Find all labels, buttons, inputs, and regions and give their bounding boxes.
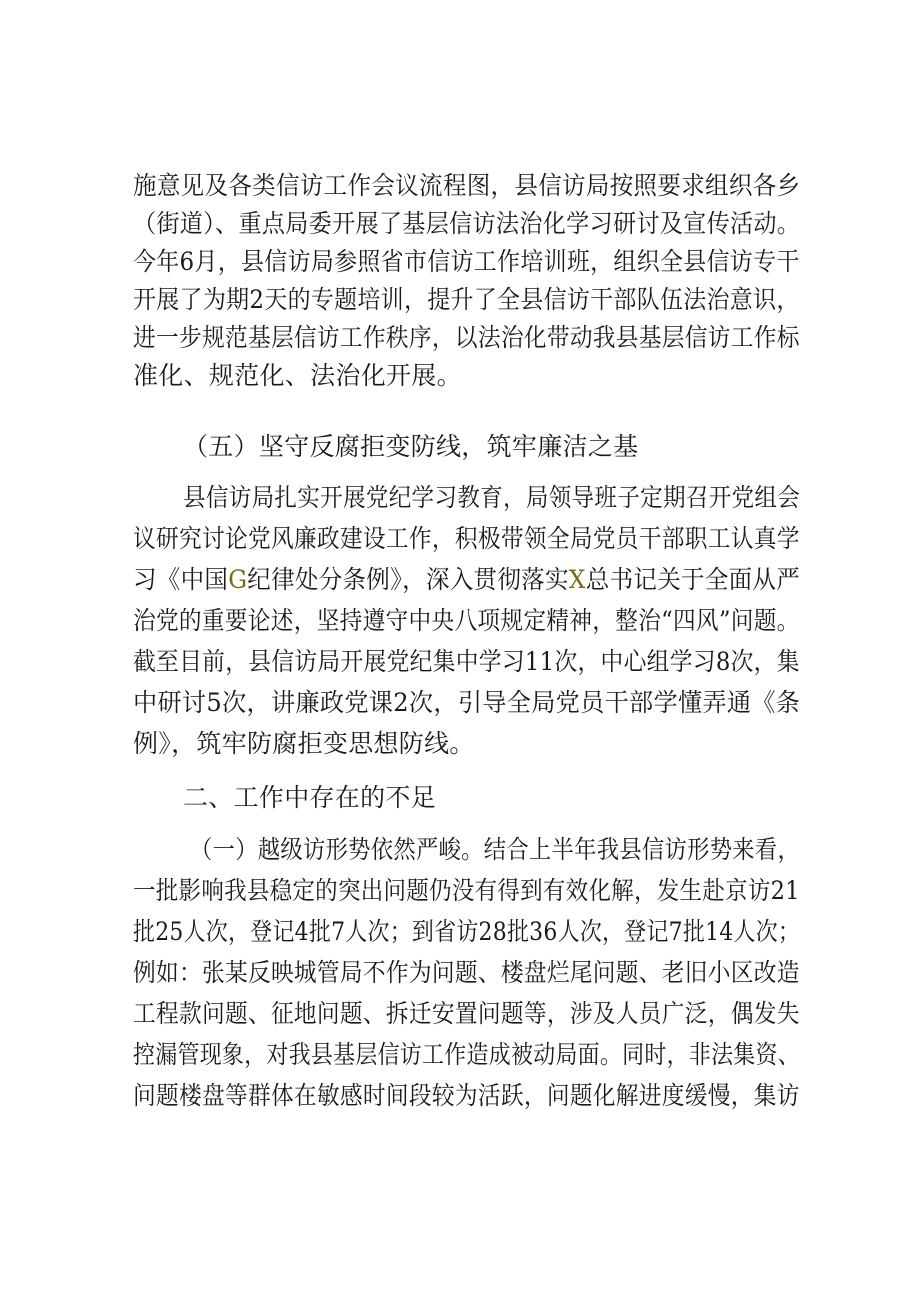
paragraph-1-line-3: 今年6月，县信访局参照省市信访工作培训班，组织全县信访专干	[133, 247, 800, 276]
redacted-letter-g: G	[228, 565, 248, 594]
paragraph-3-line-7: 问题楼盘等群体在敏感时间段较为活跃，问题化解进度缓慢，集访	[133, 1081, 800, 1110]
paragraph-1-line-5: 进一步规范基层信访工作秩序，以法治化带动我县基层信访工作标	[133, 323, 800, 352]
section-heading-5: （五）坚守反腐拒变防线，筑牢廉洁之基	[183, 432, 639, 461]
paragraph-2-line-3	[133, 567, 800, 592]
paragraph-3-line-3: 批25人次，登记4批7人次；到省访28批36人次，登记7批14人次；	[133, 917, 801, 946]
paragraph-1-line-6: 准化、规范化、法治化开展。	[133, 361, 462, 390]
section-2-heading: 二、工作中存在的不足	[183, 783, 437, 812]
paragraph-3-line-4: 例如：张某反映城管局不作为问题、楼盘烂尾问题、老旧小区改造	[133, 958, 800, 987]
paragraph-2-line-3-part-a: 习《中国	[133, 565, 229, 594]
paragraph-2-line-4: 治党的重要论述，坚持遵守中央八项规定精神，整治“四风”问题。	[133, 606, 800, 635]
redacted-letter-x: X	[568, 565, 586, 594]
paragraph-2-line-3-part-b: 纪律处分条例》，深入贯彻落实	[247, 565, 569, 594]
paragraph-2-line-7: 例》，筑牢防腐拒变思想防线。	[133, 729, 475, 758]
paragraph-2-line-1: 县信访局扎实开展党纪学习教育，局领导班子定期召开党组会	[183, 483, 801, 512]
paragraph-1-line-1: 施意见及各类信访工作会议流程图，县信访局按照要求组织各乡	[133, 171, 801, 200]
paragraph-3-line-1: （一）越级访形势依然严峻。结合上半年我县信访形势来看，	[190, 835, 801, 864]
paragraph-3-line-5: 工程款问题、征地问题、拆迁安置问题等，涉及人员广泛，偶发失	[133, 999, 800, 1028]
paragraph-3-line-2: 一批影响我县稳定的突出问题仍没有得到有效化解，发生赴京访21	[133, 876, 800, 905]
paragraph-3-line-6: 控漏管现象，对我县基层信访工作造成被动局面。同时，非法集资、	[133, 1040, 801, 1069]
paragraph-1-line-2: （街道）、重点局委开展了基层信访法治化学习研讨及宣传活动。	[133, 209, 801, 238]
paragraph-2-line-3-part-c: 总书记关于全面从严	[585, 565, 801, 594]
paragraph-2-line-5: 截至目前，县信访局开展党纪集中学习11次，中心组学习8次，集	[133, 647, 800, 676]
paragraph-2-line-2: 议研究讨论党风廉政建设工作，积极带领全局党员干部职工认真学	[133, 524, 800, 553]
paragraph-2-line-6: 中研讨5次，讲廉政党课2次，引导全局党员干部学懂弄通《条	[133, 688, 801, 717]
paragraph-1-line-4: 开展了为期2天的专题培训，提升了全县信访干部队伍法治意识，	[133, 285, 800, 314]
